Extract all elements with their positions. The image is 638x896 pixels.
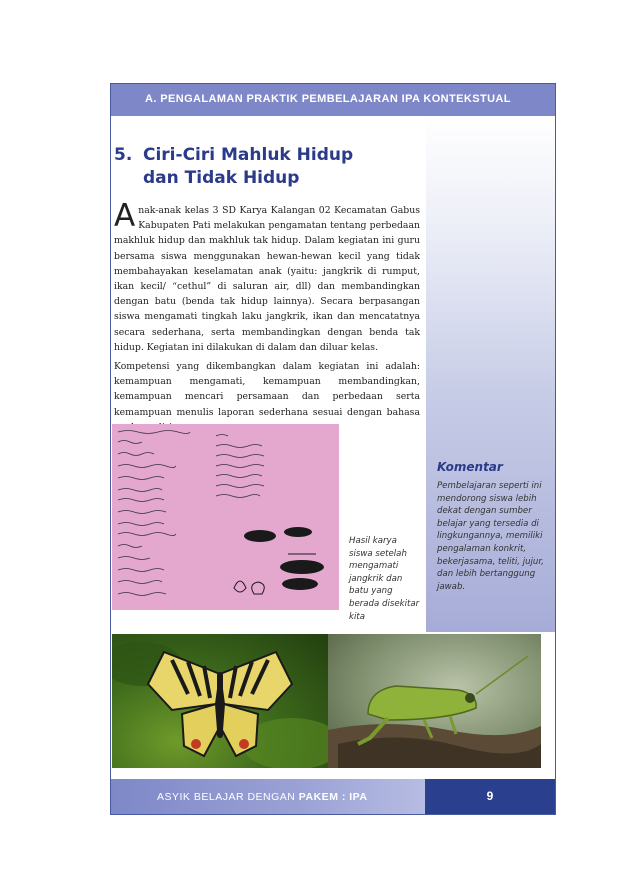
drop-cap: A — [114, 198, 136, 234]
grasshopper-illustration — [328, 634, 541, 768]
footer-title — [157, 791, 368, 803]
comment-title: Komentar — [437, 460, 503, 474]
photo-strip — [112, 634, 541, 768]
body-paragraph-1-text: nak-anak kelas 3 SD Karya Kalangan 02 Kecamatan Gabus Kabupaten Pati melakukan pengamatan tentang perbedaan makhluk hidup dan makhluk tak hidup. Dalam kegiatan ini guru bersama siswa menggunakan hewan-hewan kecil yang tidak membahayakan keselamatan anak (yaitu: jangkrik di rumput, ikan kecil/ “cethul” di saluran air, dll) dan membandingkan dengan batu (benda tak hidup lainnya). Secara berpasangan siswa mengamati tingkah laku jangkrik, ikan dan mencatatnya secara sederhana, serta membandingkan dengan benda tak hidup. Kegiatan ini dilakukan di dalam dan diluar kelas. — [114, 205, 420, 353]
worksheet-sketch — [112, 424, 339, 610]
section-title-line2: dan Tidak Hidup — [143, 168, 300, 188]
butterfly-photo — [112, 634, 328, 768]
figure-caption: Hasil karya siswa setelah mengamati jangkrik dan batu yang berada disekitar kita — [349, 536, 420, 622]
body-paragraph-1 — [114, 198, 420, 355]
comment-text: Pembelajaran seperti ini mendorong siswa lebih dekat dengan sumber belajar yang tersedia di lingkungannya, memiliki pengalaman konkrit, bekerjasama, teliti, jujur, dan lebih bertanggung jawab. — [437, 481, 544, 592]
body-paragraph-2: Kompetensi yang dikembangkan dalam kegiatan ini adalah: kemampuan mengamati, kemampuan membandingkan, kemampuan mencari persamaan dan perbedaan serta kemampuan menulis laporan sederhana sesuai dengan bahasa — [114, 361, 420, 418]
section-number: 5. — [114, 145, 133, 165]
butterfly-illustration — [112, 634, 328, 768]
footer-title-prefix: ASYIK BELAJAR DENGAN — [157, 791, 299, 803]
header-title: A. PENGALAMAN PRAKTIK PEMBELAJARAN IPA KONTEKSTUAL — [145, 93, 511, 105]
section-title-text — [143, 144, 353, 190]
page-number: 9 — [486, 789, 494, 803]
student-worksheet-drawing — [112, 424, 339, 610]
body-text — [114, 198, 420, 439]
section-title-line1: Ciri-Ciri Mahluk Hidup — [143, 145, 354, 165]
footer-title-bold: PAKEM : IPA — [298, 791, 368, 803]
grasshopper-photo — [328, 634, 541, 768]
